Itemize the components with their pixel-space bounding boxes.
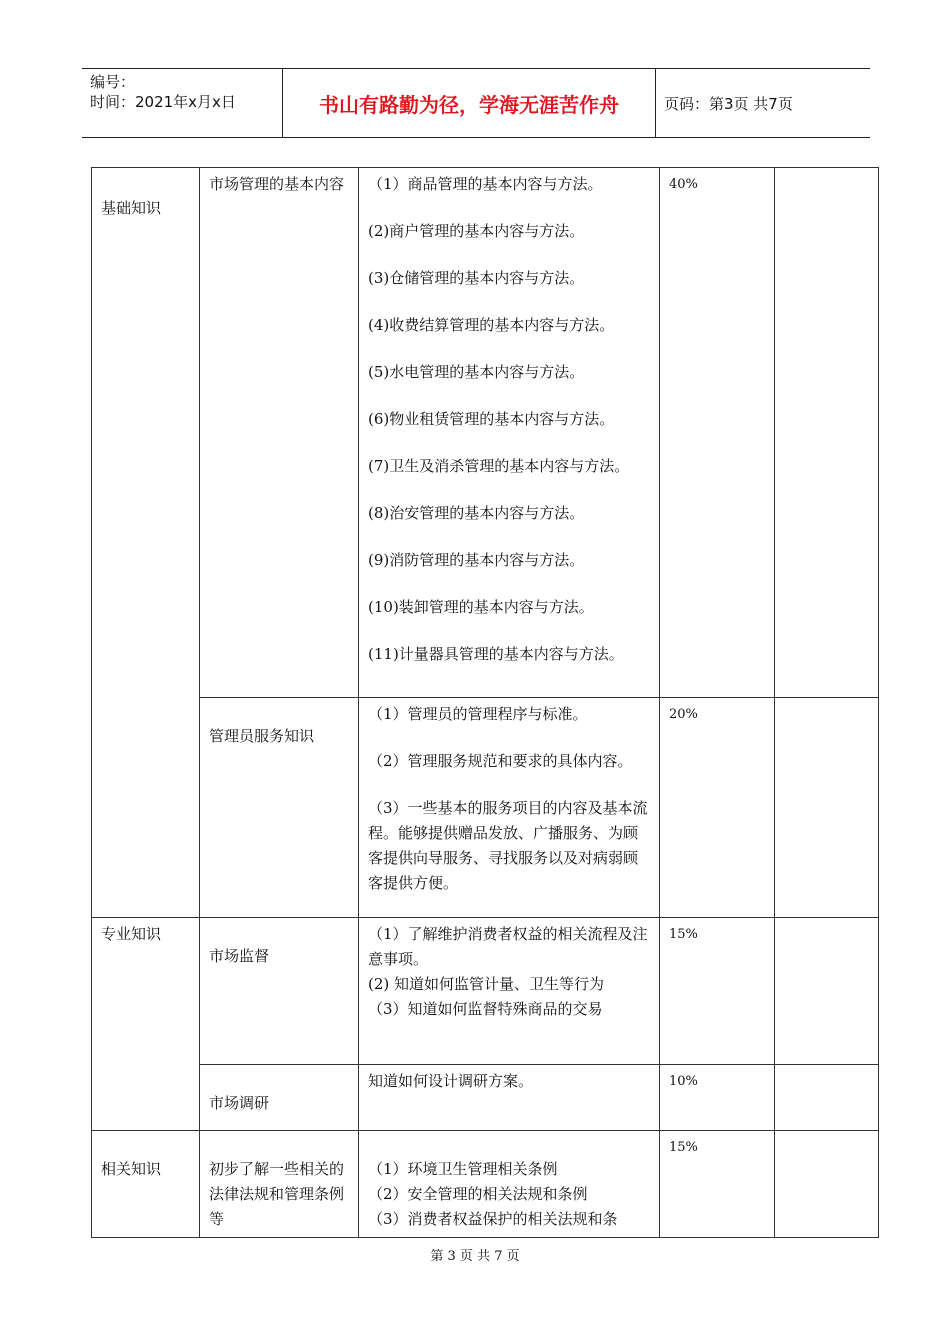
- weight-cell: [660, 1065, 775, 1131]
- list-item: (3)仓储管理的基本内容与方法。: [368, 269, 585, 287]
- content-cell: [359, 698, 660, 918]
- time-label: 时间：2021年x月x日: [90, 93, 236, 111]
- topic-cell: [200, 1131, 359, 1238]
- list-item: （3）一些基本的服务项目的内容及基本流程。能够提供赠品发放、广播服务、为顾客提供向导服务、寻找服务以及对病弱顾客提供方便。: [368, 799, 648, 892]
- list-item: (11)计量器具管理的基本内容与方法。: [368, 645, 624, 663]
- empty-cell: [775, 168, 879, 698]
- content-service: [359, 698, 659, 898]
- content-market-mgmt: [359, 168, 659, 669]
- topic-market-mgmt: 市场管理的基本内容: [209, 175, 345, 193]
- topic-cell: [200, 168, 359, 698]
- list-item: (2)商户管理的基本内容与方法。: [368, 222, 585, 240]
- list-item: （1）管理员的管理程序与标准。: [368, 705, 588, 723]
- weight-cell: [660, 918, 775, 1065]
- category-cell: [92, 1131, 200, 1238]
- weight-service: 20%: [669, 707, 698, 722]
- table-row: [92, 1065, 879, 1131]
- topic-research: 市场调研: [209, 1094, 270, 1112]
- category-cell: [92, 918, 200, 1131]
- table-row: [92, 698, 879, 918]
- content-cell: [359, 1131, 660, 1238]
- topic-cell: [200, 918, 359, 1065]
- weight-laws: 15%: [669, 1140, 698, 1155]
- list-item: （3）消费者权益保护的相关法规和条: [368, 1210, 618, 1228]
- empty-cell: [775, 918, 879, 1065]
- table-row: [92, 168, 879, 698]
- list-item: （3）知道如何监督特殊商品的交易: [368, 1000, 603, 1018]
- header-page-info: 页码：第3页 共7页: [664, 94, 793, 113]
- list-item: (5)水电管理的基本内容与方法。: [368, 363, 585, 381]
- list-item: （1）环境卫生管理相关条例: [368, 1160, 558, 1178]
- topic-supervision: 市场监督: [209, 947, 270, 965]
- list-item: （2）安全管理的相关法规和条例: [368, 1185, 588, 1203]
- category-related: 相关知识: [101, 1160, 162, 1178]
- list-item: (9)消防管理的基本内容与方法。: [368, 551, 585, 569]
- list-item: (8)治安管理的基本内容与方法。: [368, 504, 585, 522]
- list-item: （1）了解维护消费者权益的相关流程及注意事项。: [368, 925, 648, 968]
- syllabus-table: [91, 167, 879, 1238]
- content-laws: [359, 1131, 659, 1234]
- empty-cell: [775, 698, 879, 918]
- topic-cell: [200, 698, 359, 918]
- weight-research: 10%: [669, 1074, 698, 1089]
- topic-service: 管理员服务知识: [209, 727, 315, 745]
- content-cell: [359, 918, 660, 1065]
- content-cell: [359, 168, 660, 698]
- page-header: [82, 68, 870, 138]
- topic-cell: [200, 1065, 359, 1131]
- content-supervision: [359, 918, 659, 1024]
- list-item: （1）商品管理的基本内容与方法。: [368, 175, 603, 193]
- content-cell: [359, 1065, 660, 1131]
- category-professional: 专业知识: [101, 925, 162, 943]
- header-meta: [82, 69, 283, 137]
- table-row: [92, 1131, 879, 1238]
- weight-cell: [660, 1131, 775, 1238]
- category-cell: [92, 168, 200, 918]
- weight-cell: [660, 168, 775, 698]
- list-item: (4)收费结算管理的基本内容与方法。: [368, 316, 615, 334]
- list-item: (7)卫生及消杀管理的基本内容与方法。: [368, 457, 630, 475]
- table-row: [92, 918, 879, 1065]
- weight-cell: [660, 698, 775, 918]
- category-basic: 基础知识: [101, 199, 162, 217]
- weight-market-mgmt: 40%: [669, 177, 698, 192]
- empty-cell: [775, 1065, 879, 1131]
- topic-laws: 初步了解一些相关的法律法规和管理条例等: [209, 1160, 345, 1228]
- list-item: （2）管理服务规范和要求的具体内容。: [368, 752, 633, 770]
- empty-cell: [775, 1131, 879, 1238]
- code-label: 编号：: [90, 73, 136, 91]
- list-item: (2) 知道如何监管计量、卫生等行为: [368, 975, 605, 993]
- header-motto: 书山有路勤为径，学海无涯苦作舟: [283, 69, 656, 137]
- list-item: (6)物业租赁管理的基本内容与方法。: [368, 410, 615, 428]
- page-footer: 第 3 页 共 7 页: [430, 1249, 520, 1264]
- list-item: (10)装卸管理的基本内容与方法。: [368, 598, 594, 616]
- content-research: 知道如何设计调研方案。: [368, 1072, 534, 1090]
- weight-supervision: 15%: [669, 927, 698, 942]
